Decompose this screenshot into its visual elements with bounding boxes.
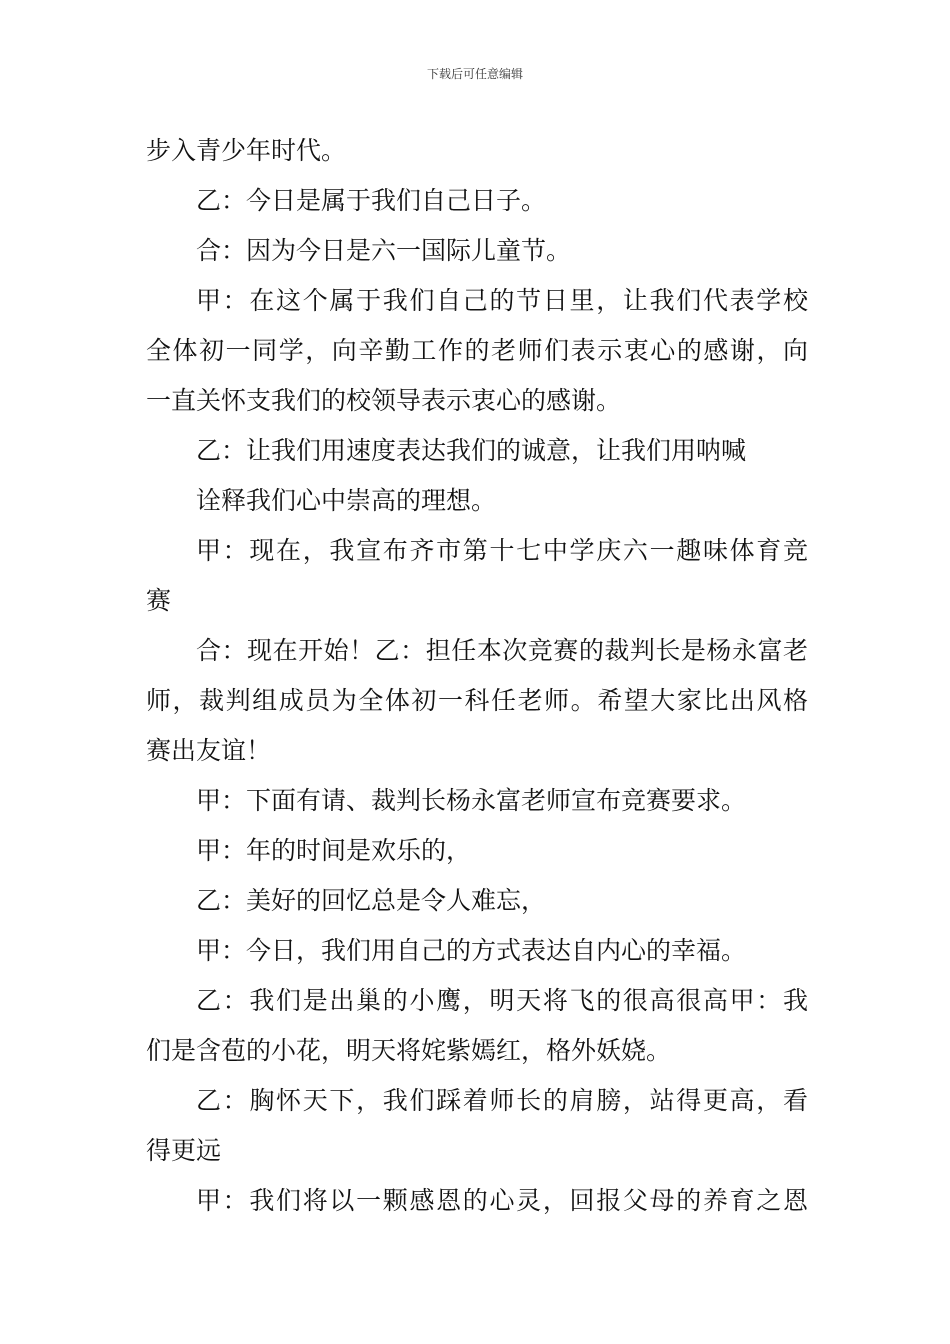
text-line: 甲：在这个属于我们自己的节日里，让我们代表学校 xyxy=(196,286,808,315)
text-line: 甲：现在，我宣布齐市第十七中学庆六一趣味体育竞 xyxy=(196,536,808,565)
document-body xyxy=(146,126,808,1226)
text-line: 甲：年的时间是欢乐的， xyxy=(196,836,472,865)
text-line: 师，裁判组成员为全体初一科任老师。希望大家比出风格 xyxy=(146,686,808,715)
text-line: 全体初一同学，向辛勤工作的老师们表示衷心的感谢，向 xyxy=(146,336,808,365)
text-line: 赛 xyxy=(146,586,172,615)
text-line: 甲：下面有请、裁判长杨永富老师宣布竞赛要求。 xyxy=(196,786,747,815)
text-line: 合：现在开始！乙：担任本次竞赛的裁判长是杨永富老 xyxy=(196,636,808,665)
text-line: 得更远 xyxy=(146,1136,222,1165)
text-line: 乙：今日是属于我们自己日子。 xyxy=(196,186,547,215)
text-line: 乙：胸怀天下，我们踩着师长的肩膀，站得更高，看 xyxy=(196,1086,808,1115)
text-line: 合：因为今日是六一国际儿童节。 xyxy=(196,236,572,265)
text-line: 步入青少年时代。 xyxy=(146,136,347,165)
text-line: 诠释我们心中崇高的理想。 xyxy=(196,486,497,515)
text-line: 赛出友谊！ xyxy=(146,736,272,765)
text-line: 们是含苞的小花，明天将姹紫嫣红，格外妖娆。 xyxy=(146,1036,672,1065)
text-line: 乙：美好的回忆总是令人难忘， xyxy=(196,886,547,915)
text-line: 乙：让我们用速度表达我们的诚意，让我们用呐喊 xyxy=(196,436,747,465)
text-line: 甲：我们将以一颗感恩的心灵，回报父母的养育之恩 xyxy=(196,1186,808,1215)
text-line: 乙：我们是出巢的小鹰，明天将飞的很高很高甲：我 xyxy=(196,986,808,1015)
text-line: 甲：今日，我们用自己的方式表达自内心的幸福。 xyxy=(196,936,747,965)
page-header: 下载后可任意编辑 xyxy=(426,67,523,81)
text-line: 一直关怀支我们的校领导表示衷心的感谢。 xyxy=(146,386,622,415)
